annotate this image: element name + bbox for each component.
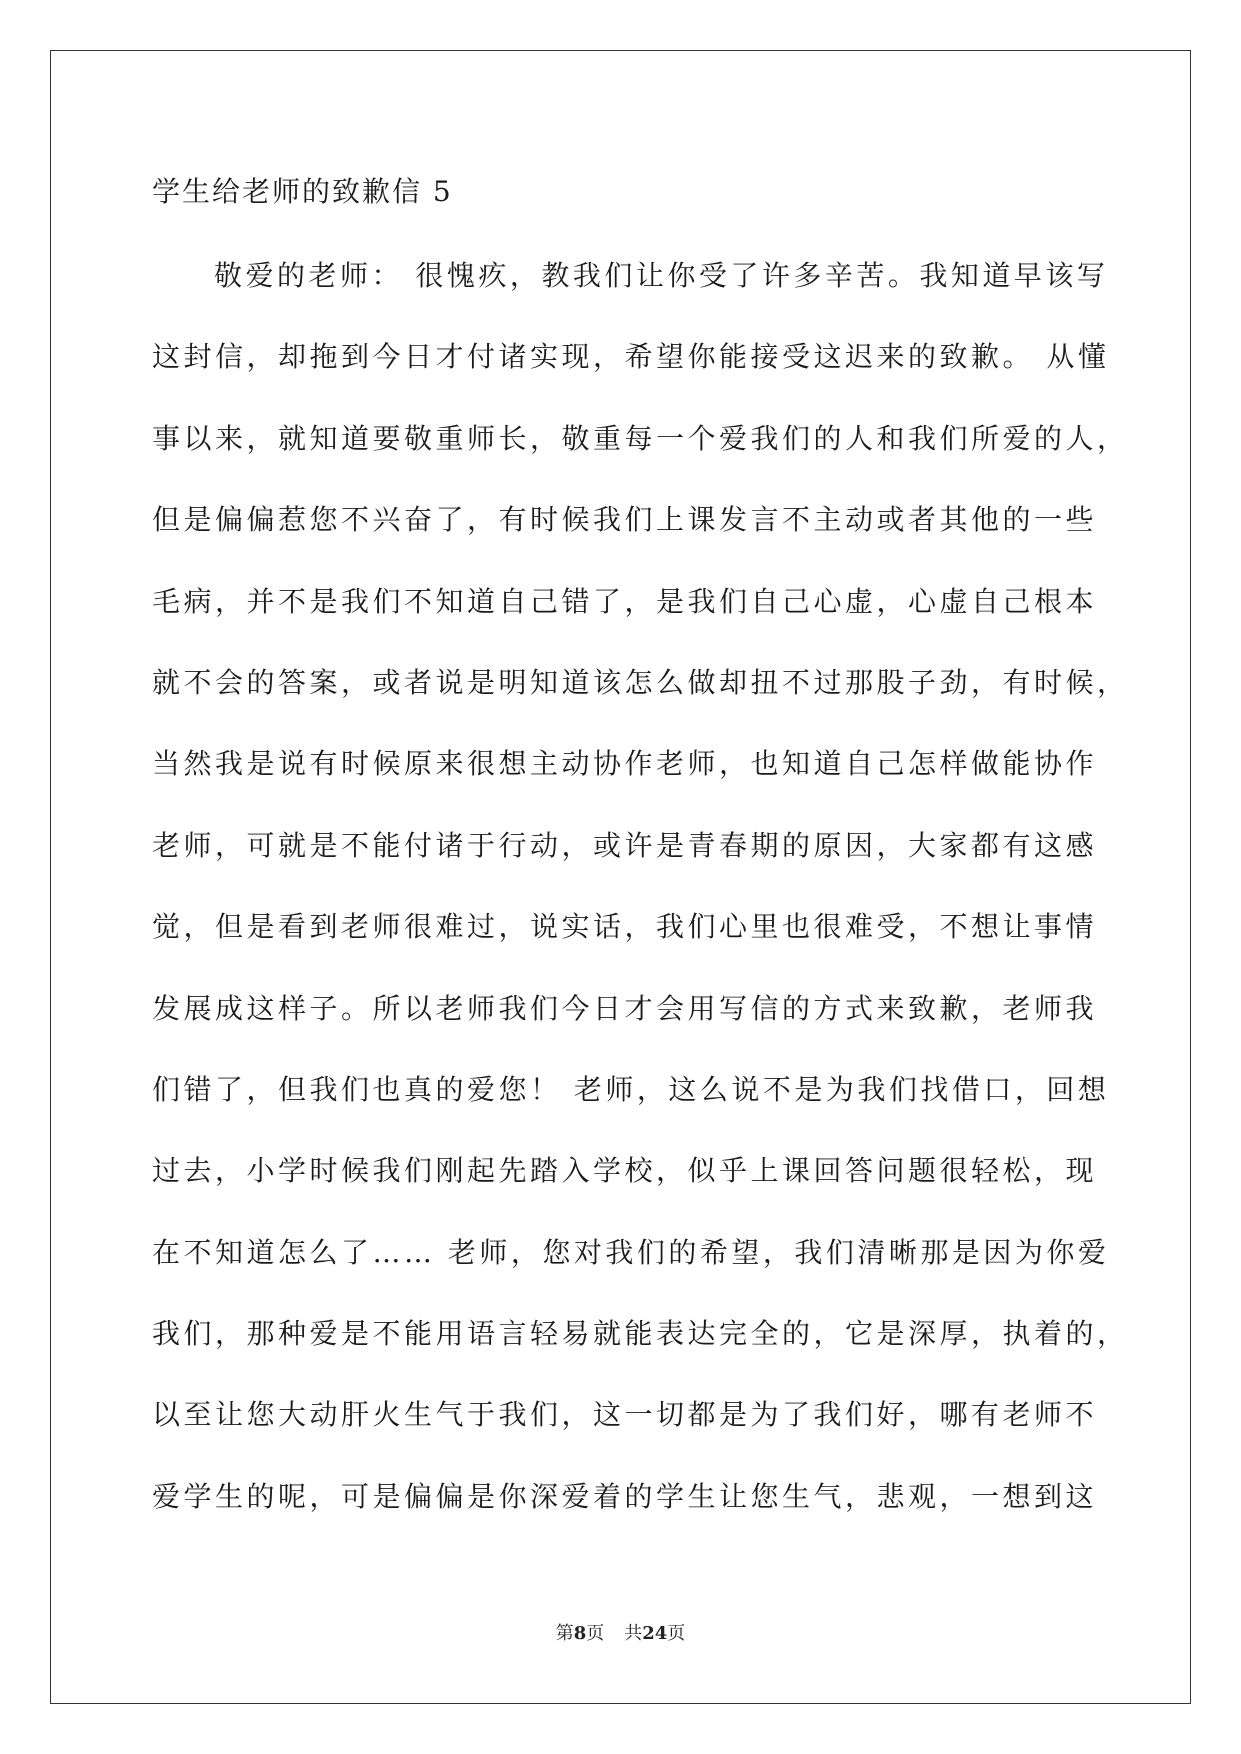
- text-line: 这封信，却拖到今日才付诸实现，希望你能接受这迟来的致歉。 从懂: [152, 340, 1110, 374]
- text-line: 老师，可就是不能付诸于行动，或许是青春期的原因，大家都有这感: [152, 828, 1098, 862]
- text-line: 发展成这样子。所以老师我们今日才会用写信的方式来致歉，老师我: [152, 991, 1098, 1025]
- body-text: [152, 235, 1129, 1537]
- total-unit: 页: [667, 1623, 686, 1644]
- text-line: 就不会的答案，或者说是明知道该怎么做却扭不过那股子劲，有时候，: [152, 665, 1129, 699]
- text-line: 爱学生的呢，可是偏偏是你深爱着的学生让您生气，悲观，一想到这: [152, 1479, 1098, 1513]
- text-line: 我们，那种爱是不能用语言轻易就能表达完全的，它是深厚，执着的，: [152, 1317, 1129, 1351]
- text-line: 敬爱的老师： 很愧疚，教我们让你受了许多辛苦。我知道早该写: [214, 259, 1109, 292]
- text-line: 过去，小学时候我们刚起先踏入学校，似乎上课回答问题很轻松，现: [152, 1154, 1098, 1188]
- text-line: 事以来，就知道要敬重师长，敬重每一个爱我们的人和我们所爱的人，: [152, 421, 1129, 455]
- page-unit: 页: [586, 1623, 605, 1644]
- document-title: 学生给老师的致歉信 5: [152, 175, 453, 208]
- text-line: 们错了，但我们也真的爱您！ 老师，这么说不是为我们找借口，回想: [152, 1072, 1110, 1106]
- page-number: 8: [573, 1623, 587, 1644]
- page-prefix: 第: [555, 1623, 574, 1644]
- text-line: 觉，但是看到老师很难过，说实话，我们心里也很难受，不想让事情: [152, 910, 1098, 944]
- total-pages: 24: [642, 1623, 668, 1644]
- text-line: 当然我是说有时候原来很想主动协作老师，也知道自己怎样做能协作: [152, 747, 1098, 781]
- text-line: 在不知道怎么了…… 老师，您对我们的希望，我们清晰那是因为你爱: [152, 1235, 1110, 1269]
- page-footer: [0, 1622, 1241, 1646]
- total-prefix: 共: [624, 1623, 643, 1644]
- text-line: 但是偏偏惹您不兴奋了，有时候我们上课发言不主动或者其他的一些: [152, 503, 1098, 537]
- text-line: 毛病，并不是我们不知道自己错了，是我们自己心虚，心虚自己根本: [152, 584, 1098, 618]
- text-line: 以至让您大动肝火生气于我们，这一切都是为了我们好，哪有老师不: [152, 1398, 1098, 1432]
